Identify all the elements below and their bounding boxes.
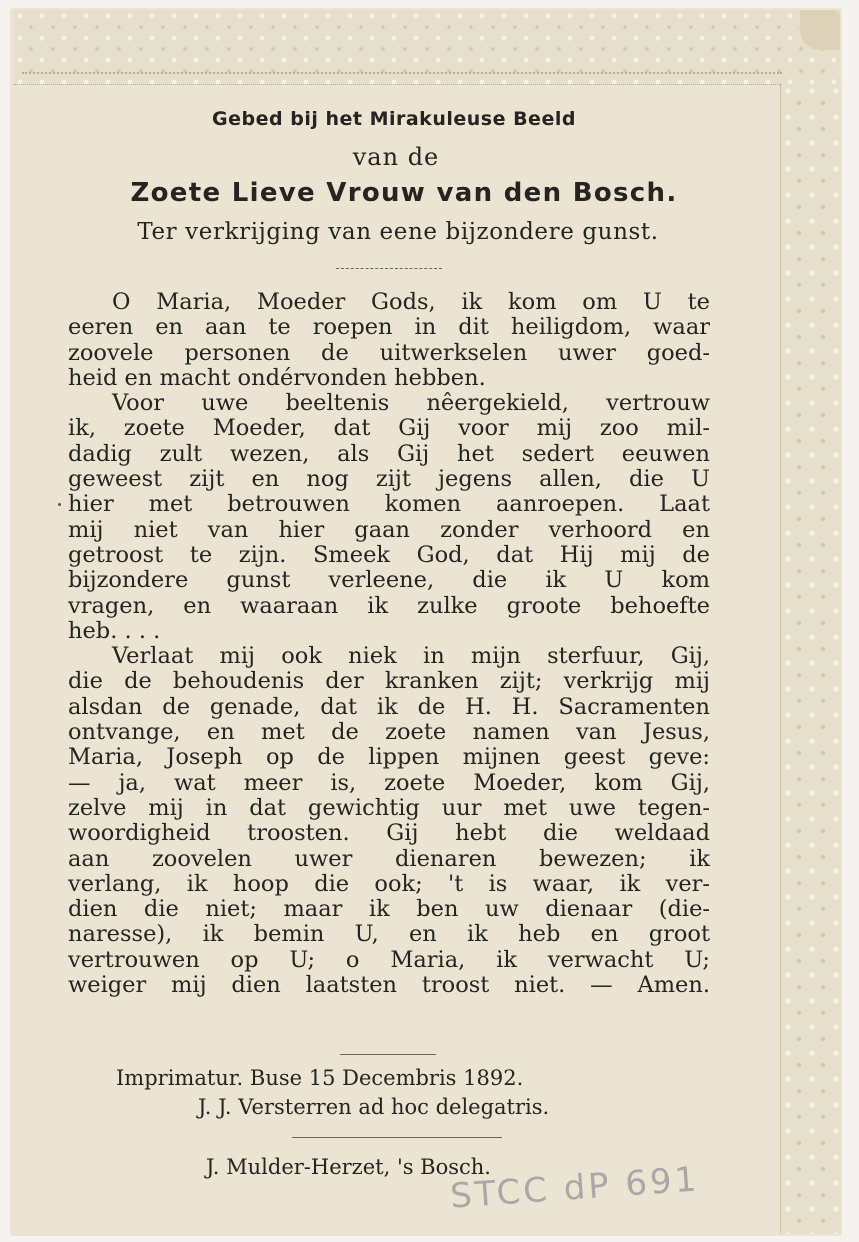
delegate-line: J. J. Versterren ad hoc delegatris. <box>198 1095 550 1119</box>
prayer-line: bijzondere gunst verleene, die ik U kom <box>68 567 710 594</box>
prayer-title-line1: Gebed bij het Mirakuleuse Beeld <box>212 108 576 130</box>
prayer-line: mij niet van hier gaan zonder verhoord en <box>68 516 710 543</box>
prayer-line: getroost te zijn. Smeek God, dat Hij mij de <box>68 541 710 568</box>
prayer-line: heid en macht ondérvonden hebben. <box>68 364 486 391</box>
divider-bottom <box>292 1137 502 1138</box>
prayer-line: zoovele personen de uitwerkselen uwer goed- <box>68 339 710 366</box>
divider-top <box>336 268 442 269</box>
prayer-subtitle: Ter verkrijging van eene bijzondere gunst. <box>137 219 659 245</box>
prayer-line: alsdan de genade, dat ik de H. H. Sacramenten <box>68 693 710 720</box>
prayer-line: Maria, Joseph op de lippen mijnen geest geve: <box>68 744 710 771</box>
prayer-line: heb. . . . <box>68 617 161 644</box>
prayer-line: vertrouwen op U; o Maria, ik verwacht U; <box>68 946 710 973</box>
prayer-line: aan zoovelen uwer dienaren bewezen; ik <box>68 845 710 872</box>
prayer-line: verlang, ik hoop die ook; 't is waar, ik ver- <box>68 870 710 897</box>
archive-stamp: STCC dP 691 <box>448 1159 701 1217</box>
prayer-line: geweest zijt en nog zijt jegens allen, die U <box>68 466 710 493</box>
prayer-body <box>68 290 710 998</box>
divider-middle <box>340 1054 436 1055</box>
prayer-line: weiger mij dien laatsten troost niet. — Amen. <box>68 972 710 999</box>
prayer-line: woordigheid troosten. Gij hebt die weldaad <box>68 820 710 847</box>
prayer-line: die de behoudenis der kranken zijt; verkrijg mij <box>68 668 710 695</box>
imprimatur-line: Imprimatur. Buse 15 Decembris 1892. <box>116 1066 524 1090</box>
prayer-line: naresse), ik bemin U, en ik heb en groot <box>68 921 710 948</box>
paper-speck <box>58 503 61 506</box>
prayer-line: dien die niet; maar ik ben uw dienaar (die- <box>68 896 710 923</box>
prayer-line: Verlaat mij ook niek in mijn sterfuur, Gij, <box>112 643 710 670</box>
prayer-line: — ja, wat meer is, zoete Moeder, kom Gij, <box>68 769 710 796</box>
prayer-line: Voor uwe beeltenis nêergekield, vertrouw <box>112 390 710 417</box>
prayer-line: ontvange, en met de zoete namen van Jesus, <box>68 719 710 746</box>
prayer-line: dadig zult wezen, als Gij het sedert eeuwen <box>68 440 710 467</box>
lace-border-right <box>780 84 841 1234</box>
prayer-line: eeren en aan te roepen in dit heiligdom, waar <box>68 314 710 341</box>
prayer-line: vragen, en waaraan ik zulke groote behoefte <box>68 592 710 619</box>
dotted-border-line <box>22 72 782 74</box>
prayer-line: O Maria, Moeder Gods, ik kom om U te <box>112 289 710 315</box>
prayer-title-line2: van de <box>352 143 440 171</box>
prayer-line: zelve mij in dat gewichtig uur met uwe tegen- <box>68 794 710 821</box>
publisher-line: J. Mulder-Herzet, 's Bosch. <box>206 1155 491 1179</box>
prayer-line: ik, zoete Moeder, dat Gij voor mij zoo mil- <box>68 415 710 442</box>
stained-corner <box>800 10 840 50</box>
prayer-line: hier met betrouwen komen aanroepen. Laat <box>68 491 710 518</box>
prayer-title-line3: Zoete Lieve Vrouw van den Bosch. <box>130 178 678 208</box>
